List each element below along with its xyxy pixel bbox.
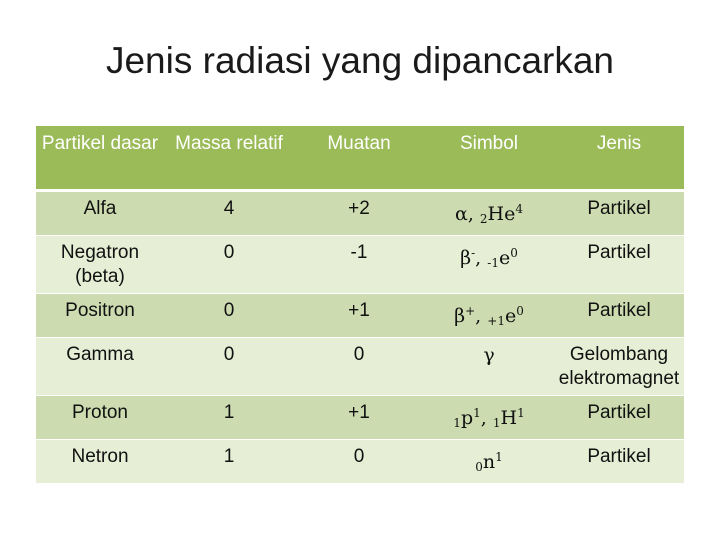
table-row [36, 439, 684, 483]
cell-simbol [424, 439, 554, 483]
beta-plus-symbol: β+, $_{+1}e^0$ [454, 303, 524, 328]
cell-partikel: Negatron (beta) [36, 235, 164, 293]
table-row [36, 395, 684, 439]
neutron-symbol: $_0n^1$ [475, 449, 503, 474]
table-row [36, 293, 684, 337]
cell-simbol [424, 395, 554, 439]
cell-simbol [424, 190, 554, 235]
cell-partikel: Gamma [36, 337, 164, 395]
cell-jenis: Partikel [554, 190, 684, 235]
cell-massa: 1 [164, 395, 294, 439]
header-muatan: Muatan [294, 126, 424, 190]
cell-partikel: Netron [36, 439, 164, 483]
cell-simbol [424, 337, 554, 395]
cell-partikel: Proton [36, 395, 164, 439]
cell-jenis: Partikel [554, 235, 684, 293]
cell-muatan: +1 [294, 395, 424, 439]
cell-muatan: 0 [294, 337, 424, 395]
cell-partikel: Alfa [36, 190, 164, 235]
cell-massa: 0 [164, 235, 294, 293]
header-partikel-dasar: Partikel dasar [36, 126, 164, 190]
cell-simbol [424, 293, 554, 337]
cell-jenis: Gelombang elektromagnet [554, 337, 684, 395]
cell-muatan: +2 [294, 190, 424, 235]
header-simbol: Simbol [424, 126, 554, 190]
beta-minus-symbol: β-, $_{-1}e^0$ [460, 245, 518, 270]
cell-muatan: +1 [294, 293, 424, 337]
alpha-symbol: α, $_2He^4$ [454, 201, 524, 226]
header-massa-relatif: Massa relatif [164, 126, 294, 190]
gamma-symbol: γ [483, 343, 495, 366]
proton-symbol: $_1p^1$, $_1H^1$ [453, 405, 525, 430]
table-row [36, 235, 684, 293]
cell-muatan: 0 [294, 439, 424, 483]
cell-partikel: Positron [36, 293, 164, 337]
header-jenis: Jenis [554, 126, 684, 190]
cell-massa: 0 [164, 293, 294, 337]
slide-title: Jenis radiasi yang dipancarkan [105, 40, 615, 81]
table-header-row [36, 126, 684, 190]
cell-simbol [424, 235, 554, 293]
cell-massa: 4 [164, 190, 294, 235]
radiation-table [36, 126, 684, 483]
cell-jenis: Partikel [554, 439, 684, 483]
cell-jenis: Partikel [554, 293, 684, 337]
cell-jenis: Partikel [554, 395, 684, 439]
cell-massa: 0 [164, 337, 294, 395]
table-row [36, 190, 684, 235]
table-row [36, 337, 684, 395]
cell-massa: 1 [164, 439, 294, 483]
cell-muatan: -1 [294, 235, 424, 293]
